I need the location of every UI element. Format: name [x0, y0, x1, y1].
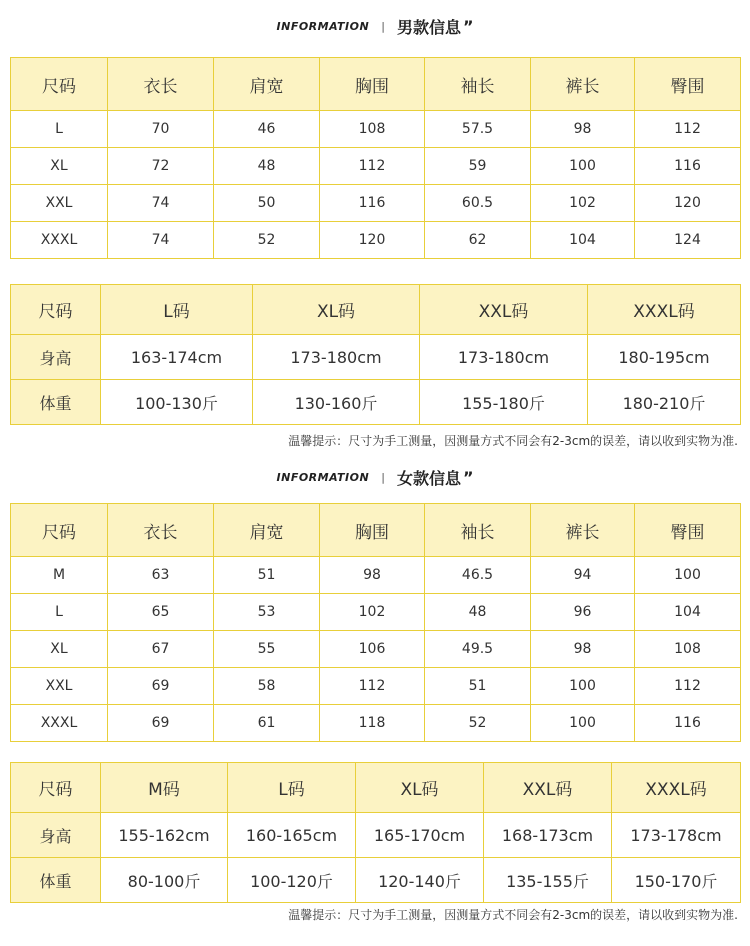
table-cell: 69	[108, 705, 214, 742]
men-fit-table	[10, 284, 741, 425]
table-cell: 104	[635, 594, 741, 631]
table-cell: 130-160斤	[253, 380, 420, 425]
table-header-row	[11, 763, 741, 813]
column-header: 衣长	[108, 504, 214, 557]
table-cell: 48	[425, 594, 531, 631]
table-cell: 116	[320, 185, 425, 222]
row-label: XL	[11, 631, 108, 668]
table-cell: 51	[425, 668, 531, 705]
table-cell: 112	[635, 668, 741, 705]
column-header: 臀围	[635, 58, 741, 111]
table-row	[11, 557, 741, 594]
table-cell: 52	[214, 222, 320, 259]
table-cell: 57.5	[425, 111, 531, 148]
row-label: XL	[11, 148, 108, 185]
women-size-note: 温馨提示：尺寸为手工测量，因测量方式不同会有2-3cm的误差，请以收到实物为准.	[288, 908, 738, 922]
table-cell: 168-173cm	[484, 813, 612, 858]
row-label: M	[11, 557, 108, 594]
table-header-row	[11, 285, 741, 335]
column-header: 尺码	[11, 285, 101, 335]
column-header: 肩宽	[214, 504, 320, 557]
table-cell: 72	[108, 148, 214, 185]
table-cell: 74	[108, 185, 214, 222]
row-label: 身高	[11, 335, 101, 380]
table-header-row	[11, 504, 741, 557]
table-cell: 120-140斤	[356, 858, 484, 903]
table-cell: 52	[425, 705, 531, 742]
table-cell: 173-180cm	[420, 335, 588, 380]
table-cell: 160-165cm	[228, 813, 356, 858]
table-cell: 98	[531, 631, 635, 668]
table-cell: 112	[635, 111, 741, 148]
table-cell: 69	[108, 668, 214, 705]
row-label: 体重	[11, 858, 101, 903]
table-cell: 98	[320, 557, 425, 594]
row-label: XXXL	[11, 222, 108, 259]
table-row	[11, 111, 741, 148]
table-row	[11, 813, 741, 858]
table-cell: 173-178cm	[612, 813, 741, 858]
header-separator: |	[381, 470, 385, 484]
row-label: 体重	[11, 380, 101, 425]
table-cell: 53	[214, 594, 320, 631]
column-header: XL码	[253, 285, 420, 335]
header-english-label: INFORMATION	[276, 19, 370, 33]
table-cell: 100-130斤	[101, 380, 253, 425]
table-cell: 70	[108, 111, 214, 148]
header-title: 女款信息	[396, 468, 461, 488]
column-header: XXL码	[420, 285, 588, 335]
table-cell: 60.5	[425, 185, 531, 222]
table-row	[11, 148, 741, 185]
table-cell: 46.5	[425, 557, 531, 594]
table-cell: 59	[425, 148, 531, 185]
table-cell: 173-180cm	[253, 335, 420, 380]
table-cell: 163-174cm	[101, 335, 253, 380]
header-title: 男款信息	[396, 17, 461, 37]
table-cell: 80-100斤	[101, 858, 228, 903]
table-cell: 100	[531, 668, 635, 705]
women-size-table	[10, 503, 741, 742]
table-cell: 96	[531, 594, 635, 631]
row-label: XXL	[11, 668, 108, 705]
column-header: 胸围	[320, 58, 425, 111]
table-cell: 100	[531, 148, 635, 185]
table-cell: 58	[214, 668, 320, 705]
column-header: 臀围	[635, 504, 741, 557]
table-cell: 100	[531, 705, 635, 742]
row-label: XXXL	[11, 705, 108, 742]
row-label: XXL	[11, 185, 108, 222]
table-cell: 102	[531, 185, 635, 222]
table-cell: 98	[531, 111, 635, 148]
column-header: 肩宽	[214, 58, 320, 111]
table-cell: 112	[320, 148, 425, 185]
column-header: L码	[101, 285, 253, 335]
table-cell: 120	[320, 222, 425, 259]
column-header: XXXL码	[588, 285, 741, 335]
table-row	[11, 858, 741, 903]
table-row	[11, 631, 741, 668]
table-cell: 104	[531, 222, 635, 259]
column-header: 袖长	[425, 58, 531, 111]
table-cell: 100	[635, 557, 741, 594]
column-header: 尺码	[11, 763, 101, 813]
table-row	[11, 594, 741, 631]
table-row	[11, 705, 741, 742]
column-header: XL码	[356, 763, 484, 813]
table-cell: 94	[531, 557, 635, 594]
table-cell: 112	[320, 668, 425, 705]
table-cell: 51	[214, 557, 320, 594]
women-section-header	[0, 462, 750, 492]
column-header: 尺码	[11, 504, 108, 557]
men-size-note: 温馨提示：尺寸为手工测量，因测量方式不同会有2-3cm的误差，请以收到实物为准.	[288, 434, 738, 448]
table-cell: 50	[214, 185, 320, 222]
men-section-header	[0, 11, 750, 41]
table-cell: 180-210斤	[588, 380, 741, 425]
table-cell: 155-180斤	[420, 380, 588, 425]
table-cell: 49.5	[425, 631, 531, 668]
table-row	[11, 222, 741, 259]
table-header-row	[11, 58, 741, 111]
table-cell: 135-155斤	[484, 858, 612, 903]
table-cell: 62	[425, 222, 531, 259]
row-label: L	[11, 111, 108, 148]
table-cell: 150-170斤	[612, 858, 741, 903]
table-cell: 108	[320, 111, 425, 148]
table-cell: 65	[108, 594, 214, 631]
table-row	[11, 668, 741, 705]
table-cell: 61	[214, 705, 320, 742]
table-cell: 118	[320, 705, 425, 742]
column-header: 胸围	[320, 504, 425, 557]
table-cell: 67	[108, 631, 214, 668]
table-cell: 120	[635, 185, 741, 222]
table-cell: 155-162cm	[101, 813, 228, 858]
men-size-table	[10, 57, 741, 259]
table-cell: 48	[214, 148, 320, 185]
header-quote-mark: ”	[462, 467, 474, 487]
column-header: 袖长	[425, 504, 531, 557]
column-header: XXXL码	[612, 763, 741, 813]
column-header: 裤长	[531, 504, 635, 557]
row-label: 身高	[11, 813, 101, 858]
table-cell: 100-120斤	[228, 858, 356, 903]
column-header: 尺码	[11, 58, 108, 111]
table-cell: 124	[635, 222, 741, 259]
header-quote-mark: ”	[462, 16, 474, 36]
table-cell: 102	[320, 594, 425, 631]
column-header: L码	[228, 763, 356, 813]
table-row	[11, 185, 741, 222]
table-cell: 74	[108, 222, 214, 259]
column-header: 衣长	[108, 58, 214, 111]
header-separator: |	[381, 19, 385, 33]
table-cell: 116	[635, 148, 741, 185]
table-row	[11, 335, 741, 380]
table-cell: 180-195cm	[588, 335, 741, 380]
table-cell: 46	[214, 111, 320, 148]
women-fit-table	[10, 762, 741, 903]
table-row	[11, 380, 741, 425]
table-cell: 108	[635, 631, 741, 668]
table-cell: 55	[214, 631, 320, 668]
column-header: M码	[101, 763, 228, 813]
column-header: XXL码	[484, 763, 612, 813]
table-cell: 116	[635, 705, 741, 742]
table-cell: 165-170cm	[356, 813, 484, 858]
table-cell: 106	[320, 631, 425, 668]
column-header: 裤长	[531, 58, 635, 111]
row-label: L	[11, 594, 108, 631]
table-cell: 63	[108, 557, 214, 594]
header-english-label: INFORMATION	[276, 470, 370, 484]
